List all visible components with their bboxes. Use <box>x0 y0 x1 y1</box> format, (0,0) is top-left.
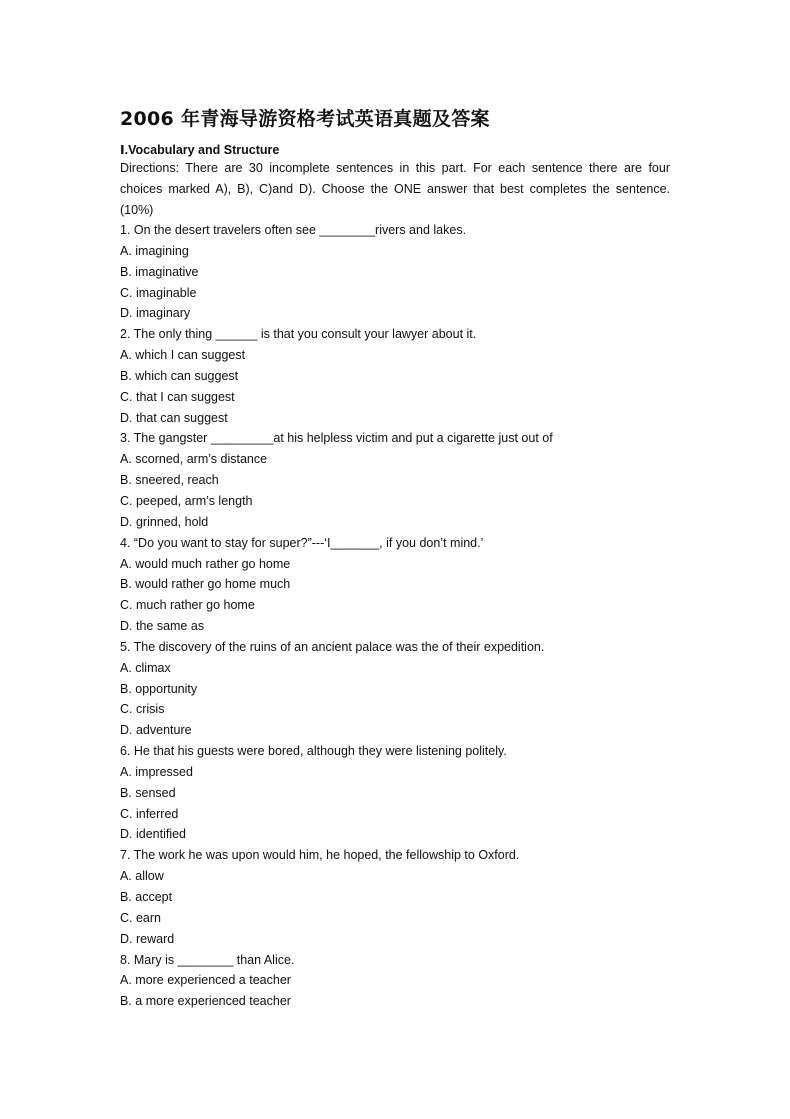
answer-option: D. imaginary <box>120 306 191 321</box>
answer-option: C. crisis <box>120 702 165 717</box>
answer-option: D. that can suggest <box>120 410 228 425</box>
answer-option: B. sensed <box>120 785 176 800</box>
question-text: 8. Mary is ________ than Alice. <box>120 952 295 967</box>
answer-option: A. imagining <box>120 243 189 258</box>
question-text: 2. The only thing ______ is that you consult your lawyer about it. <box>120 327 477 342</box>
answer-option: C. much rather go home <box>120 598 255 613</box>
answer-option: B. accept <box>120 890 173 904</box>
answer-option: B. would rather go home much <box>120 577 291 592</box>
answer-option: B. sneered, reach <box>120 473 219 488</box>
answer-option: A. which I can suggest <box>120 348 246 363</box>
question-text: 1. On the desert travelers often see ________rivers and lakes. <box>120 223 467 237</box>
answer-option: C. that I can suggest <box>120 389 235 404</box>
section-heading: Ⅰ.Vocabulary and Structure <box>120 143 280 157</box>
document-title: 2006 年青海导游资格考试英语真题及答案 <box>120 108 490 130</box>
answer-option: D. the same as <box>120 619 205 634</box>
answer-option: D. adventure <box>120 723 192 738</box>
answer-option: B. a more experienced teacher <box>120 994 291 1009</box>
answer-option: D. reward <box>120 931 175 946</box>
question-text: 7. The work he was upon would him, he hoped, the fellowship to Oxford. <box>120 848 520 863</box>
questions-body <box>120 220 680 1012</box>
answer-option: D. identified <box>120 827 187 842</box>
answer-option: C. inferred <box>120 806 179 821</box>
directions-paragraph: Directions: There are 30 incomplete sentences in this part. For each sentence there are four choices marked A), B), C)and D). Choose the ONE answer that best completes the sentence. (10%) <box>120 161 670 217</box>
answer-option: B. opportunity <box>120 681 198 696</box>
question-text: 5. The discovery of the ruins of an ancient palace was the of their expedition. <box>120 639 545 654</box>
answer-option: C. earn <box>120 910 161 925</box>
question-text: 6. He that his guests were bored, although they were listening politely. <box>120 744 507 759</box>
answer-option: C. peeped, arm’s length <box>120 493 253 508</box>
answer-option: B. which can suggest <box>120 368 239 383</box>
answer-option: A. more experienced a teacher <box>120 973 291 988</box>
answer-option: A. impressed <box>120 764 193 779</box>
answer-option: A. scorned, arm’s distance <box>120 452 268 467</box>
answer-option: C. imaginable <box>120 285 197 300</box>
answer-option: A. allow <box>120 869 164 884</box>
answer-option: B. imaginative <box>120 264 199 279</box>
answer-option: D. grinned, hold <box>120 514 209 529</box>
question-text: 3. The gangster _________at his helpless victim and put a cigarette just out of <box>120 431 553 446</box>
answer-option: A. would much rather go home <box>120 556 291 571</box>
answer-option: A. climax <box>120 660 171 675</box>
question-text: 4. “Do you want to stay for super?”---‘I_______, if you don’t mind.’ <box>120 535 484 550</box>
